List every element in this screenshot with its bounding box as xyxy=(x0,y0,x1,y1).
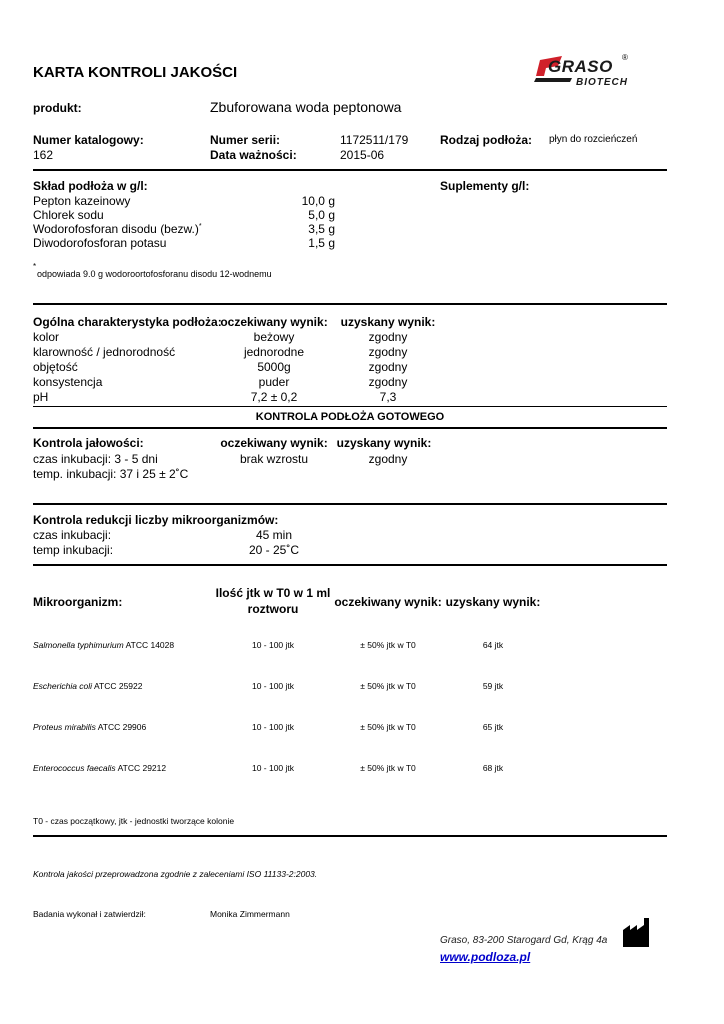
composition-heading: Skład podłoża w g/l: xyxy=(33,179,148,193)
company-address: Graso, 83-200 Starogard Gd, Krąg 4a xyxy=(440,935,608,946)
micro-count: 10 - 100 jtk xyxy=(251,640,295,650)
general-expected: jednorodne xyxy=(243,345,305,359)
general-obtained: zgodny xyxy=(368,375,408,389)
micro-obtained: 59 jtk xyxy=(482,681,504,691)
composition-item-name xyxy=(33,222,202,236)
sterility-expected-heading: oczekiwany wynik: xyxy=(220,436,328,450)
composition-item-value: 5,0 g xyxy=(308,208,335,222)
reduction-temp-value: 20 - 25˚C xyxy=(248,543,300,557)
graso-logo xyxy=(532,52,632,92)
general-param: pH xyxy=(33,390,49,404)
general-expected-heading: oczekiwany wynik: xyxy=(220,315,328,329)
website-link[interactable]: www.podloza.pl xyxy=(440,950,531,964)
micro-expected: ± 50% jtk w T0 xyxy=(360,763,416,773)
micro-legend: T0 - czas początkowy, jtk - jednostki tworzące kolonie xyxy=(33,816,235,826)
reduction-time-label: czas inkubacji: xyxy=(33,528,112,542)
footnote-mark: * xyxy=(33,262,37,271)
micro-strain: ATCC 29906 xyxy=(97,722,147,732)
micro-count: 10 - 100 jtk xyxy=(251,763,295,773)
general-heading: Ogólna charakterystyka podłoża: xyxy=(33,315,222,329)
approved-label: Badania wykonał i zatwierdził: xyxy=(33,909,146,919)
catalog-label: Numer katalogowy: xyxy=(33,133,144,147)
expiry-value: 2015-06 xyxy=(340,148,385,162)
reduction-heading: Kontrola redukcji liczby mikroorganizmów: xyxy=(33,513,279,527)
sterility-incubation-temp: temp. inkubacji: 37 i 25 ± 2˚C xyxy=(33,467,189,481)
general-obtained-heading: uzyskany wynik: xyxy=(340,315,436,329)
micro-organism xyxy=(33,681,142,691)
micro-obtained: 64 jtk xyxy=(482,640,504,650)
composition-item-name: Diwodorofosforan potasu xyxy=(33,236,167,250)
type-value: płyn do rozcieńczeń xyxy=(549,134,638,145)
composition-item-value: 3,5 g xyxy=(308,222,335,236)
composition-item-name-text: Wodorofosforan disodu (bezw.) xyxy=(33,222,199,236)
general-param: kolor xyxy=(33,330,60,344)
micro-species: Enterococcus faecalis xyxy=(33,763,116,773)
general-param: konsystencja xyxy=(33,375,103,389)
divider xyxy=(33,564,667,566)
micro-strain: ATCC 29212 xyxy=(117,763,167,773)
micro-expected: ± 50% jtk w T0 xyxy=(360,681,416,691)
sterility-obtained-heading: uzyskany wynik: xyxy=(336,436,432,450)
logo-registered: ® xyxy=(622,53,628,62)
page-title: KARTA KONTROLI JAKOŚCI xyxy=(33,64,238,81)
divider xyxy=(33,835,667,837)
divider xyxy=(33,406,667,407)
product-name: Zbuforowana woda peptonowa xyxy=(210,99,402,115)
footnote-marker: * xyxy=(198,223,202,230)
divider xyxy=(33,169,667,171)
micro-strain: ATCC 14028 xyxy=(125,640,175,650)
general-obtained: zgodny xyxy=(368,330,408,344)
micro-col-organism: Mikroorganizm: xyxy=(33,595,123,609)
micro-col-count: Ilość jtk w T0 w 1 ml xyxy=(215,586,331,600)
micro-organism xyxy=(33,722,146,732)
general-param: klarowność / jednorodność xyxy=(33,345,176,359)
micro-col-count-line2: roztworu xyxy=(247,602,299,616)
footnote-text: odpowiada 9.0 g wodoroortofosforanu disodu 12-wodnemu xyxy=(37,269,272,279)
micro-organism xyxy=(33,763,166,773)
micro-species: Salmonella typhimurium xyxy=(33,640,124,650)
composition-item-value: 1,5 g xyxy=(308,236,335,250)
iso-note: Kontrola jakości przeprowadzona zgodnie z zaleceniami ISO 11133-2:2003. xyxy=(33,869,318,879)
general-expected: 5000g xyxy=(257,360,291,374)
logo-sub: BIOTECH xyxy=(576,77,628,88)
reduction-time-value: 45 min xyxy=(255,528,293,542)
micro-obtained: 65 jtk xyxy=(482,722,504,732)
micro-expected: ± 50% jtk w T0 xyxy=(360,722,416,732)
series-value: 1172511/179 xyxy=(340,133,409,147)
general-expected: 7,2 ± 0,2 xyxy=(250,390,298,404)
logo-brand: GRASO xyxy=(548,57,613,76)
factory-icon xyxy=(622,916,654,948)
micro-count: 10 - 100 jtk xyxy=(251,722,295,732)
micro-count: 10 - 100 jtk xyxy=(251,681,295,691)
micro-organism xyxy=(33,640,174,650)
micro-col-expected: oczekiwany wynik: xyxy=(334,595,442,609)
divider xyxy=(33,303,667,305)
product-label: produkt: xyxy=(33,101,82,115)
general-obtained: 7,3 xyxy=(379,390,397,404)
ready-medium-banner: KONTROLA PODŁOŻA GOTOWEGO xyxy=(255,411,445,423)
sterility-heading: Kontrola jałowości: xyxy=(33,436,144,450)
micro-species: Proteus mirabilis xyxy=(33,722,96,732)
composition-item-name: Chlorek sodu xyxy=(33,208,104,222)
series-label: Numer serii: xyxy=(210,133,281,147)
supplements-heading: Suplementy g/l: xyxy=(440,179,530,193)
micro-obtained: 68 jtk xyxy=(482,763,504,773)
general-param: objętość xyxy=(33,360,78,374)
reduction-temp-label: temp inkubacji: xyxy=(33,543,114,557)
divider xyxy=(33,427,667,429)
general-obtained: zgodny xyxy=(368,345,408,359)
composition-item-name: Pepton kazeinowy xyxy=(33,194,131,208)
general-expected: puder xyxy=(258,375,290,389)
sterility-incubation-time: czas inkubacji: 3 - 5 dni xyxy=(33,452,158,466)
micro-species: Escherichia coli xyxy=(33,681,93,691)
approved-name: Monika Zimmermann xyxy=(210,909,290,919)
divider xyxy=(33,503,667,505)
micro-expected: ± 50% jtk w T0 xyxy=(360,640,416,650)
composition-item-value: 10,0 g xyxy=(301,194,335,208)
micro-col-obtained: uzyskany wynik: xyxy=(445,595,541,609)
sterility-expected: brak wzrostu xyxy=(239,452,309,466)
sterility-obtained: zgodny xyxy=(368,452,408,466)
micro-strain: ATCC 25922 xyxy=(93,681,143,691)
expiry-label: Data ważności: xyxy=(210,148,297,162)
general-obtained: zgodny xyxy=(368,360,408,374)
type-label: Rodzaj podłoża: xyxy=(440,133,532,147)
general-expected: beżowy xyxy=(253,330,295,344)
catalog-value: 162 xyxy=(33,148,54,162)
